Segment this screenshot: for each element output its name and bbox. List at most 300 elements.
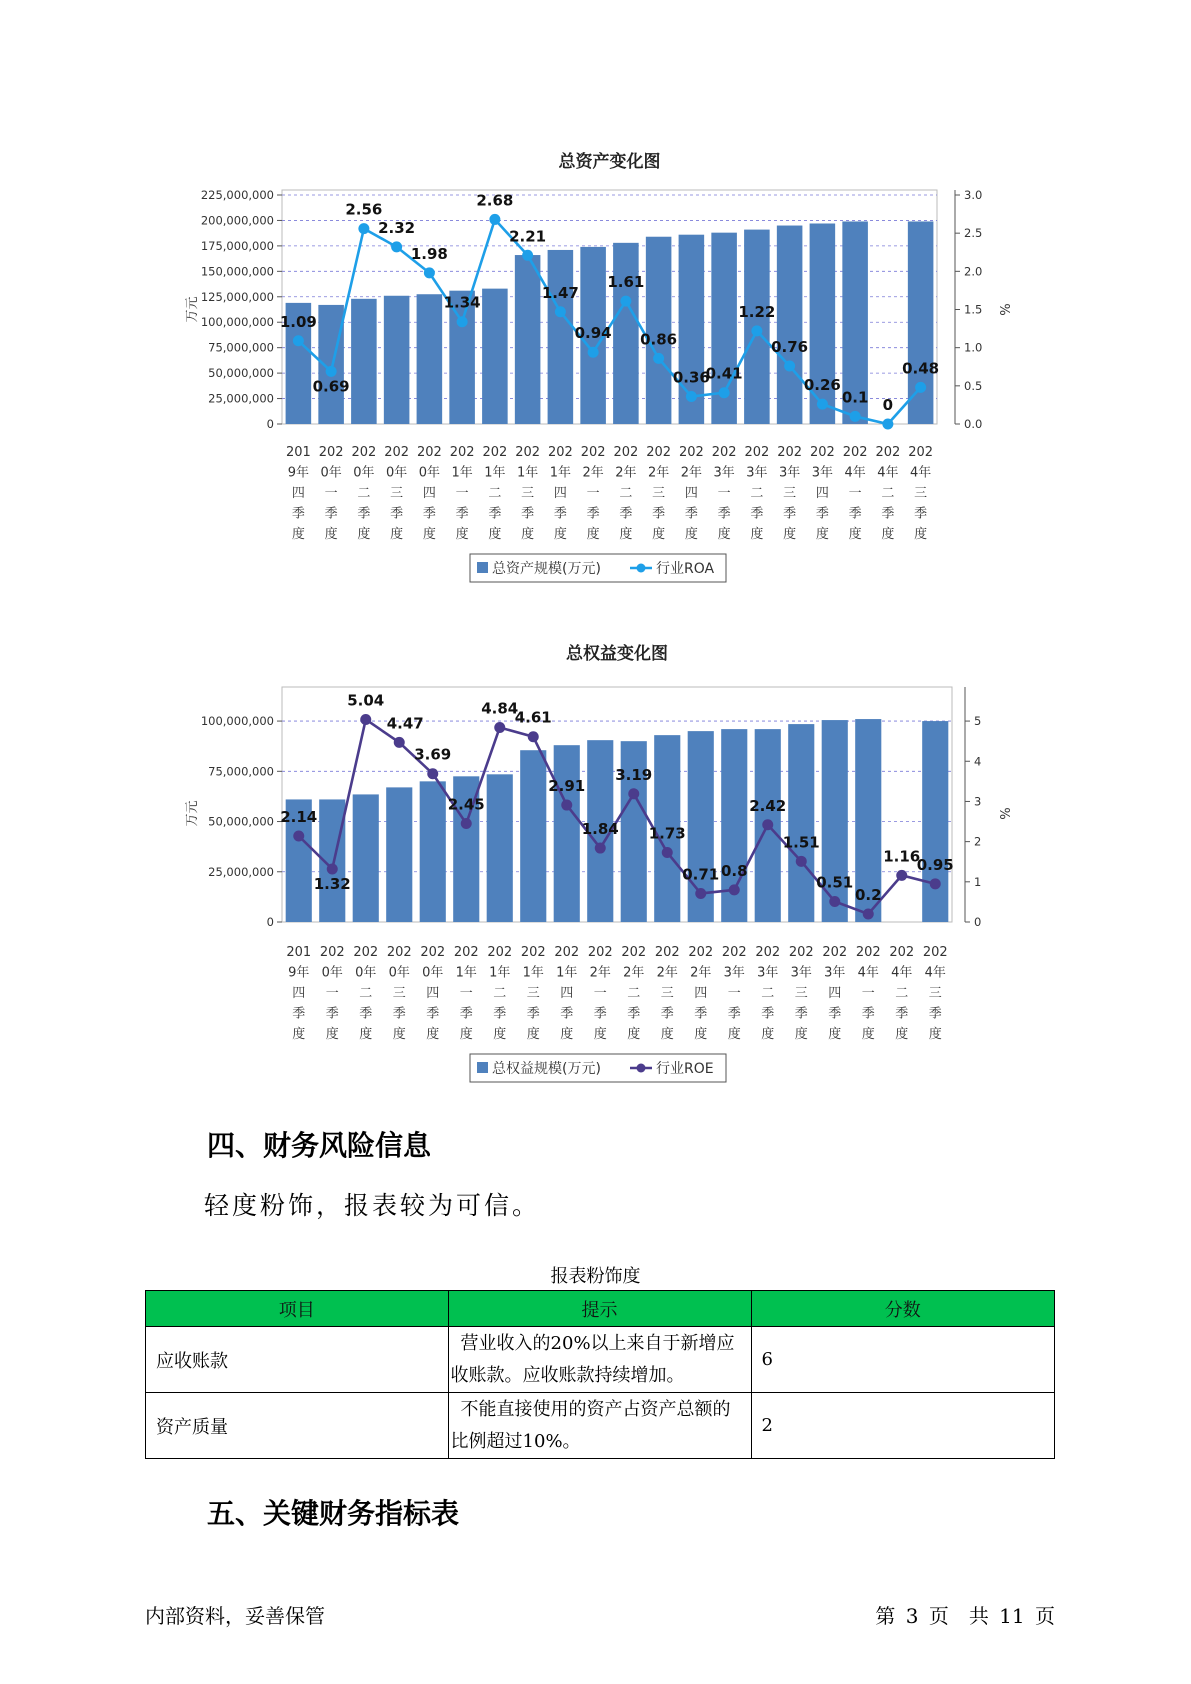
- data-label: 0.26: [803, 376, 841, 395]
- x-tick-label: 202: [319, 945, 345, 960]
- line-point: [461, 818, 472, 829]
- x-tick-label: 二: [359, 986, 373, 1001]
- line-point: [595, 843, 606, 854]
- x-tick-label: 3年: [757, 965, 779, 981]
- data-label: 0.86: [640, 330, 678, 349]
- x-tick-label: 202: [520, 945, 546, 960]
- line-point: [360, 714, 371, 725]
- x-tick-label: 三: [390, 486, 404, 501]
- bar: [548, 250, 574, 424]
- data-label: 1.61: [607, 273, 645, 292]
- x-tick-label: 202: [482, 445, 508, 460]
- x-tick-label: 3年: [778, 465, 801, 481]
- x-tick-label: 202: [646, 445, 672, 460]
- x-tick-label: 202: [587, 945, 613, 960]
- x-tick-label: 季: [660, 1006, 674, 1022]
- x-tick-label: 季: [292, 1006, 306, 1022]
- x-tick-label: 三: [914, 486, 928, 501]
- x-tick-label: 季: [895, 1006, 909, 1022]
- x-tick-label: 202: [788, 945, 814, 960]
- line-point: [394, 737, 405, 748]
- line-point: [588, 347, 599, 358]
- x-tick-label: 度: [359, 1027, 373, 1042]
- x-tick-label: 度: [488, 527, 502, 542]
- x-tick-label: 202: [922, 945, 948, 960]
- x-tick-label: 度: [717, 527, 731, 542]
- x-tick-label: 度: [426, 1027, 440, 1042]
- x-tick-label: 2年: [647, 465, 670, 481]
- x-tick-label: 四: [815, 486, 829, 501]
- x-tick-label: 一: [593, 986, 607, 1001]
- bar: [482, 289, 508, 424]
- x-tick-label: 季: [881, 506, 895, 522]
- x-tick-label: 季: [627, 1006, 641, 1022]
- x-tick-label: 0年: [422, 965, 444, 981]
- x-tick-label: 202: [688, 945, 714, 960]
- x-tick-label: 度: [783, 527, 797, 542]
- y-tick-label: 225,000,000: [200, 188, 274, 202]
- x-tick-label: 度: [750, 527, 764, 542]
- bar: [386, 787, 412, 922]
- x-tick-label: 度: [390, 527, 404, 542]
- x-tick-label: 二: [493, 986, 507, 1001]
- line-point: [915, 382, 926, 393]
- y-tick-label: 150,000,000: [200, 264, 274, 279]
- x-tick-label: 202: [755, 945, 781, 960]
- x-tick-label: 季: [593, 1006, 607, 1022]
- line-point: [662, 847, 673, 858]
- x-tick-label: 1年: [556, 965, 578, 981]
- x-tick-label: 度: [694, 1027, 708, 1042]
- x-tick-label: 202: [822, 945, 848, 960]
- line-point: [555, 306, 566, 317]
- line-point: [930, 878, 941, 889]
- x-tick-label: 4年: [857, 965, 879, 981]
- x-tick-label: 3年: [713, 465, 735, 481]
- x-tick-label: 202: [487, 945, 513, 960]
- x-tick-label: 202: [351, 445, 377, 460]
- y2-axis-label: %: [996, 807, 1011, 820]
- x-tick-label: 季: [794, 1006, 808, 1022]
- legend-label-bar: 总资产规模(万元): [492, 561, 601, 577]
- header-score: 分数: [751, 1291, 1054, 1327]
- x-tick-label: 季: [861, 1006, 875, 1022]
- x-tick-label: 一: [455, 486, 469, 501]
- x-tick-label: 度: [761, 1027, 775, 1042]
- y2-tick-label: 0.5: [964, 378, 983, 393]
- line-point: [620, 296, 631, 307]
- data-label: 1.98: [410, 244, 448, 263]
- data-label: 5.04: [347, 691, 385, 710]
- line-point: [719, 387, 730, 398]
- x-tick-label: 202: [678, 445, 704, 460]
- x-tick-label: 度: [392, 1027, 406, 1042]
- line-point: [358, 223, 369, 234]
- x-tick-label: 1年: [516, 465, 539, 481]
- row-hint: 不能直接使用的资产占资产总额的比例超过10%。: [448, 1393, 751, 1459]
- x-tick-label: 度: [881, 527, 895, 542]
- x-tick-label: 二: [895, 986, 909, 1001]
- x-tick-label: 季: [560, 1006, 574, 1022]
- data-label: 1.51: [782, 833, 820, 852]
- x-tick-label: 季: [426, 1006, 440, 1022]
- bar: [351, 299, 377, 424]
- x-tick-label: 1年: [549, 465, 572, 481]
- x-tick-label: 度: [560, 1027, 574, 1042]
- header-hint: 提示: [448, 1291, 751, 1327]
- y-tick-label: 0: [266, 417, 274, 431]
- x-tick-label: 度: [619, 527, 633, 542]
- x-tick-label: 202: [386, 945, 412, 960]
- bar: [613, 243, 639, 424]
- x-tick-label: 季: [761, 1006, 775, 1022]
- table-header-row: [146, 1291, 1055, 1327]
- line-point: [762, 819, 773, 830]
- data-label: 0.1: [841, 388, 869, 407]
- line-point: [882, 419, 893, 430]
- data-label: 0: [882, 396, 894, 414]
- x-tick-label: 0年: [353, 465, 375, 481]
- y2-tick-label: 0.0: [964, 417, 983, 431]
- x-tick-label: 202: [875, 445, 901, 460]
- line-point: [686, 391, 697, 402]
- x-tick-label: 季: [521, 506, 535, 522]
- line-point: [784, 360, 795, 371]
- x-tick-label: 9年: [288, 965, 310, 981]
- data-label: 2.91: [548, 777, 586, 796]
- x-tick-label: 202: [842, 445, 868, 460]
- x-tick-label: 一: [324, 486, 338, 501]
- x-tick-label: 季: [717, 506, 731, 522]
- x-tick-label: 度: [586, 527, 600, 542]
- x-tick-label: 2年: [690, 965, 712, 981]
- x-tick-label: 季: [750, 506, 764, 522]
- data-label: 0.76: [771, 337, 809, 356]
- x-tick-label: 202: [613, 445, 639, 460]
- total-equity-chart: [0, 640, 1191, 1090]
- y2-axis-label: %: [996, 303, 1011, 316]
- y-tick-label: 0: [266, 915, 274, 929]
- risk-summary: 轻度粉饰，报表较为可信。: [204, 1191, 541, 1220]
- x-tick-label: 四: [560, 986, 574, 1001]
- x-tick-label: 202: [855, 945, 881, 960]
- x-tick-label: 0年: [385, 465, 408, 481]
- x-tick-label: 度: [593, 1027, 607, 1042]
- x-tick-label: 0年: [320, 465, 342, 481]
- x-tick-label: 季: [324, 506, 338, 522]
- bar: [420, 781, 446, 922]
- x-tick-label: 季: [459, 1006, 473, 1022]
- x-tick-label: 度: [526, 1027, 540, 1042]
- x-tick-label: 季: [357, 506, 371, 522]
- data-label: 1.22: [738, 302, 776, 321]
- line-point: [427, 768, 438, 779]
- data-label: 2.45: [447, 795, 485, 814]
- y2-tick-label: 1: [974, 874, 982, 889]
- line-point: [522, 250, 533, 261]
- x-tick-label: 三: [783, 486, 797, 501]
- x-tick-label: 季: [359, 1006, 373, 1022]
- x-tick-label: 0年: [355, 965, 377, 981]
- x-tick-label: 季: [619, 506, 633, 522]
- x-tick-label: 3年: [746, 465, 768, 481]
- line-point: [391, 241, 402, 252]
- section-title-financial-risk: 四、财务风险信息: [207, 1129, 432, 1162]
- bar: [515, 255, 541, 424]
- x-tick-label: 4年: [877, 465, 899, 481]
- y-axis-label: 万元: [185, 296, 200, 323]
- x-tick-label: 季: [325, 1006, 339, 1022]
- legend-label-line: 行业ROA: [656, 561, 715, 577]
- x-tick-label: 二: [488, 486, 502, 501]
- x-tick-label: 三: [526, 986, 540, 1001]
- data-label: 0.51: [816, 873, 854, 892]
- x-tick-label: 202: [515, 445, 541, 460]
- line-point: [751, 325, 762, 336]
- line-point: [494, 722, 505, 733]
- data-label: 1.32: [313, 874, 351, 893]
- row-item: 应收账款: [146, 1327, 449, 1393]
- x-tick-label: 202: [318, 445, 344, 460]
- x-tick-label: 度: [493, 1027, 507, 1042]
- x-tick-label: 1年: [489, 965, 511, 981]
- x-tick-label: 度: [292, 1027, 306, 1042]
- x-tick-label: 度: [727, 1027, 741, 1042]
- line-point: [424, 267, 435, 278]
- legend-label-bar: 总权益规模(万元): [492, 1061, 601, 1077]
- x-tick-label: 一: [727, 986, 741, 1001]
- x-tick-label: 四: [422, 486, 436, 501]
- line-point: [896, 870, 907, 881]
- x-tick-label: 三: [928, 986, 942, 1001]
- data-label: 4.84: [481, 699, 519, 718]
- x-tick-label: 度: [553, 527, 567, 542]
- bar: [520, 750, 546, 922]
- x-tick-label: 四: [292, 986, 306, 1001]
- x-tick-label: 202: [384, 445, 410, 460]
- data-label: 2.68: [476, 191, 514, 210]
- bar: [777, 226, 803, 424]
- x-tick-label: 度: [325, 1027, 339, 1042]
- y2-tick-label: 3: [974, 794, 982, 809]
- data-label: 0.94: [574, 324, 612, 343]
- x-tick-label: 2年: [680, 465, 703, 481]
- x-tick-label: 1年: [451, 465, 473, 481]
- x-tick-label: 202: [777, 445, 803, 460]
- x-tick-label: 四: [694, 986, 708, 1001]
- x-tick-label: 2年: [656, 965, 678, 981]
- data-label: 4.61: [514, 708, 552, 727]
- x-tick-label: 1年: [455, 965, 477, 981]
- legend-swatch-bar: [477, 1062, 488, 1073]
- bar: [384, 296, 410, 424]
- x-tick-label: 二: [750, 486, 764, 501]
- line-point: [457, 316, 468, 327]
- x-tick-label: 度: [521, 527, 535, 542]
- y2-tick-label: 2.0: [964, 264, 983, 279]
- x-tick-label: 四: [684, 486, 698, 501]
- x-tick-label: 季: [526, 1006, 540, 1022]
- y-tick-label: 25,000,000: [208, 391, 274, 406]
- x-tick-label: 201: [286, 945, 312, 960]
- data-label: 0.8: [720, 861, 748, 880]
- y-tick-label: 200,000,000: [200, 213, 274, 228]
- table-row: [146, 1393, 1055, 1459]
- x-tick-label: 1年: [484, 465, 506, 481]
- x-tick-label: 二: [881, 486, 895, 501]
- x-tick-label: 202: [420, 945, 446, 960]
- x-tick-label: 9年: [287, 465, 310, 481]
- x-tick-label: 二: [627, 986, 641, 1001]
- x-tick-label: 季: [291, 506, 305, 522]
- y2-tick-label: 4: [974, 754, 982, 769]
- x-tick-label: 度: [828, 1027, 842, 1042]
- x-tick-label: 3年: [824, 965, 846, 981]
- y2-tick-label: 0: [974, 915, 982, 929]
- data-label: 4.47: [386, 714, 424, 733]
- table-caption: 报表粉饰度: [550, 1266, 641, 1287]
- x-tick-label: 1年: [522, 965, 544, 981]
- line-point: [628, 788, 639, 799]
- y-axis-label: 万元: [185, 800, 200, 827]
- row-score: 6: [751, 1327, 1054, 1393]
- x-tick-label: 四: [426, 986, 440, 1001]
- x-tick-label: 202: [580, 445, 606, 460]
- chart-title: 总资产变化图: [558, 152, 661, 172]
- x-tick-label: 三: [392, 986, 406, 1001]
- data-label: 1.47: [541, 283, 579, 302]
- data-label: 0.69: [312, 377, 350, 396]
- x-tick-label: 度: [914, 527, 928, 542]
- data-label: 0.36: [672, 368, 710, 387]
- bar: [908, 221, 934, 424]
- x-tick-label: 三: [521, 486, 535, 501]
- x-tick-label: 度: [324, 527, 338, 542]
- bar: [487, 774, 513, 922]
- x-tick-label: 三: [660, 986, 674, 1001]
- y2-tick-label: 1.5: [964, 302, 983, 317]
- x-tick-label: 四: [553, 486, 567, 501]
- y-tick-label: 125,000,000: [200, 289, 274, 304]
- x-tick-label: 0年: [321, 965, 343, 981]
- x-tick-label: 季: [652, 506, 666, 522]
- y-tick-label: 50,000,000: [208, 366, 274, 381]
- x-tick-label: 季: [848, 506, 862, 522]
- x-tick-label: 季: [586, 506, 600, 522]
- x-tick-label: 季: [392, 1006, 406, 1022]
- bar: [788, 724, 814, 922]
- legend: [470, 554, 726, 582]
- y-tick-label: 75,000,000: [208, 764, 274, 779]
- data-label: 3.19: [615, 765, 653, 784]
- x-tick-label: 度: [895, 1027, 909, 1042]
- data-label: 0.48: [902, 359, 940, 378]
- x-tick-label: 度: [455, 527, 469, 542]
- x-tick-label: 2年: [623, 965, 645, 981]
- line-point: [326, 366, 337, 377]
- data-label: 2.14: [280, 808, 318, 827]
- line-point: [528, 731, 539, 742]
- data-label: 1.34: [443, 293, 481, 312]
- chart-title: 总权益变化图: [566, 644, 668, 664]
- x-tick-label: 二: [357, 486, 371, 501]
- x-tick-label: 度: [928, 1027, 942, 1042]
- line-point: [817, 399, 828, 410]
- legend-swatch-bar: [477, 562, 488, 573]
- line-point: [695, 888, 706, 899]
- x-tick-label: 二: [761, 986, 775, 1001]
- x-tick-label: 202: [809, 445, 835, 460]
- x-tick-label: 4年: [924, 965, 946, 981]
- x-tick-label: 度: [627, 1027, 641, 1042]
- bar: [922, 721, 948, 922]
- x-tick-label: 202: [353, 945, 379, 960]
- x-tick-label: 201: [285, 445, 311, 460]
- x-tick-label: 4年: [891, 965, 913, 981]
- line-point: [863, 908, 874, 919]
- x-tick-label: 一: [586, 486, 600, 501]
- legend: [470, 1054, 726, 1082]
- data-label: 1.16: [883, 847, 921, 866]
- y2-tick-label: 2: [974, 834, 982, 849]
- y2-tick-label: 2.5: [964, 226, 983, 241]
- x-tick-label: 3年: [790, 965, 812, 981]
- x-tick-label: 2年: [589, 965, 611, 981]
- x-tick-label: 202: [449, 445, 475, 460]
- x-tick-label: 度: [861, 1027, 875, 1042]
- x-tick-label: 202: [889, 945, 915, 960]
- x-tick-label: 季: [828, 1006, 842, 1022]
- x-tick-label: 度: [815, 527, 829, 542]
- x-tick-label: 季: [553, 506, 567, 522]
- data-label: 2.56: [345, 200, 383, 219]
- x-tick-label: 度: [422, 527, 436, 542]
- x-tick-label: 三: [794, 986, 808, 1001]
- x-tick-label: 季: [455, 506, 469, 522]
- x-tick-label: 202: [453, 945, 479, 960]
- legend-swatch-point: [637, 564, 646, 573]
- header-item: 项目: [146, 1291, 449, 1327]
- x-tick-label: 三: [652, 486, 666, 501]
- row-score: 2: [751, 1393, 1054, 1459]
- x-tick-label: 度: [684, 527, 698, 542]
- x-tick-label: 202: [711, 445, 737, 460]
- x-tick-label: 季: [727, 1006, 741, 1022]
- x-tick-label: 度: [794, 1027, 808, 1042]
- x-tick-label: 202: [721, 945, 747, 960]
- x-tick-label: 2年: [582, 465, 604, 481]
- line-point: [561, 800, 572, 811]
- data-label: 0.2: [854, 885, 882, 904]
- x-tick-label: 0年: [418, 465, 441, 481]
- y2-tick-label: 3.0: [964, 188, 983, 202]
- x-tick-label: 度: [660, 1027, 674, 1042]
- data-label: 0.71: [682, 865, 720, 884]
- x-tick-label: 度: [848, 527, 862, 542]
- x-tick-label: 季: [783, 506, 797, 522]
- x-tick-label: 一: [325, 986, 339, 1001]
- line-point: [327, 863, 338, 874]
- y-tick-label: 75,000,000: [208, 340, 274, 355]
- x-tick-label: 季: [694, 1006, 708, 1022]
- x-tick-label: 0年: [388, 965, 410, 981]
- y-tick-label: 50,000,000: [208, 814, 274, 829]
- x-tick-label: 季: [914, 506, 928, 522]
- section-title-key-indicators: 五、关键财务指标表: [207, 1497, 460, 1530]
- x-tick-label: 一: [717, 486, 731, 501]
- x-tick-label: 一: [848, 486, 862, 501]
- x-tick-label: 202: [621, 945, 647, 960]
